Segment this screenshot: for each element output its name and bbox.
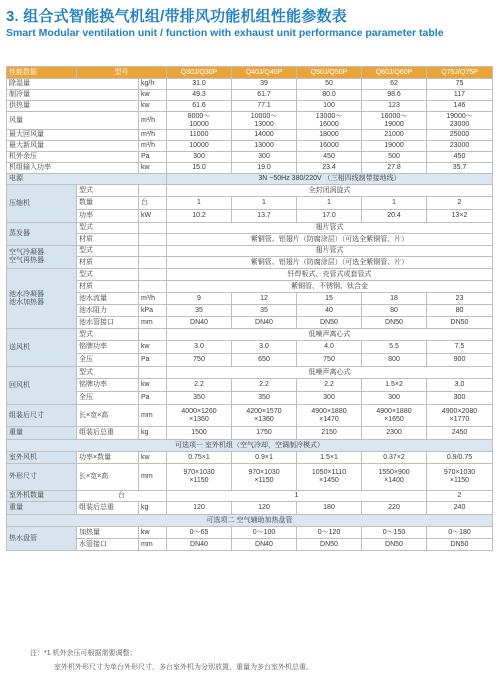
table-cell: kw: [139, 452, 167, 464]
table-row: [7, 515, 493, 527]
table-cell: 铭牌功率: [77, 341, 139, 354]
group-label: 回风机: [7, 367, 77, 405]
table-cell: 100: [297, 101, 362, 112]
table-cell: 970×1030 ×1150: [427, 464, 493, 491]
table-cell: 翅片管式: [167, 223, 493, 234]
table-cell: 2150: [297, 427, 362, 440]
row-unit: m³/h: [139, 141, 167, 152]
table-cell: [139, 246, 167, 257]
table-cell: 重量: [7, 502, 77, 515]
table-row: [7, 185, 493, 197]
table-row: [7, 341, 493, 354]
row-label: 最大新风量: [7, 141, 139, 152]
header-param: 性能数据: [7, 67, 77, 79]
table-cell: kw: [139, 527, 167, 539]
table-cell: 13000～ 16000: [297, 112, 362, 130]
table-cell: 1: [362, 197, 427, 210]
performance-parameter-table: [6, 66, 493, 551]
table-cell: 5.5: [362, 341, 427, 354]
table-cell: 0.9/0.75: [427, 452, 493, 464]
table-cell: DN50: [427, 539, 493, 551]
table-cell: 7.5: [427, 341, 493, 354]
table-cell: kPa: [139, 305, 167, 317]
table-cell: [139, 367, 167, 379]
row-label: 除湿量: [7, 79, 139, 90]
table-cell: 型式: [77, 329, 139, 341]
table-cell: kg: [139, 502, 167, 515]
table-cell: 21000: [362, 130, 427, 141]
row-label: 制冷量: [7, 90, 139, 101]
table-cell: 146: [427, 101, 493, 112]
table-cell: 4.0: [297, 341, 362, 354]
header-model-col: Q40J/Q40P: [232, 67, 297, 79]
row-label: 供热量: [7, 101, 139, 112]
table-row: [7, 527, 493, 539]
table-cell: 池水流量: [77, 293, 139, 305]
row-unit: Pa: [139, 152, 167, 163]
table-cell: DN50: [297, 539, 362, 551]
table-cell: 16000～ 19000: [362, 112, 427, 130]
table-cell: 室外风机: [7, 452, 77, 464]
table-cell: 0.37×2: [362, 452, 427, 464]
table-cell: mm: [139, 317, 167, 329]
table-cell: 翅片管式: [167, 246, 493, 257]
table-cell: 1.5×1: [297, 452, 362, 464]
table-row: [7, 163, 493, 174]
table-cell: 台: [77, 491, 167, 502]
table-cell: 80.0: [297, 90, 362, 101]
table-row: [7, 440, 493, 452]
table-cell: 全封闭涡旋式: [167, 185, 493, 197]
table-row: [7, 234, 493, 246]
table-row: [7, 329, 493, 341]
page-subtitle: Smart Modular ventilation unit / function with exhaust unit performance parameter table: [6, 27, 444, 39]
table-row: [7, 246, 493, 257]
section-title: 可选项一 室外机组（空气冷却，空调制冷模式）: [7, 440, 493, 452]
power-value: 3N ~50Hz 380/220V （三相四线制带接地线）: [167, 174, 493, 185]
table-cell: 池水阻力: [77, 305, 139, 317]
table-cell: 3.0: [232, 341, 297, 354]
row-label: 风量: [7, 112, 139, 130]
table-cell: 2.2: [167, 379, 232, 392]
table-cell: 型式: [77, 185, 139, 197]
table-cell: 8000～ 10000: [167, 112, 232, 130]
table-cell: kw: [139, 341, 167, 354]
table-cell: DN50: [297, 317, 362, 329]
table-cell: 180: [297, 502, 362, 515]
table-cell: 77.1: [232, 101, 297, 112]
table-cell: 49.3: [167, 90, 232, 101]
table-cell: DN40: [232, 539, 297, 551]
table-cell: DN40: [167, 317, 232, 329]
table-cell: 池水管接口: [77, 317, 139, 329]
table-cell: kW: [139, 210, 167, 223]
table-cell: [139, 329, 167, 341]
table-cell: 型式: [77, 246, 139, 257]
table-row: [7, 67, 493, 79]
table-cell: 13×2: [427, 210, 493, 223]
table-cell: 0～120: [297, 527, 362, 539]
table-cell: 13.7: [232, 210, 297, 223]
table-cell: 220: [362, 502, 427, 515]
table-cell: 15: [297, 293, 362, 305]
table-cell: Pa: [139, 354, 167, 367]
table-row: [7, 130, 493, 141]
table-cell: [139, 185, 167, 197]
table-cell: 61.6: [167, 101, 232, 112]
table-cell: 长×宽×高: [77, 405, 139, 427]
table-cell: 0～100: [232, 527, 297, 539]
group-label: 热水盘管: [7, 527, 77, 551]
table-cell: 1750: [232, 427, 297, 440]
table-cell: 10000: [167, 141, 232, 152]
table-cell: 23: [427, 293, 493, 305]
table-cell: 2.2: [297, 379, 362, 392]
table-cell: 80: [427, 305, 493, 317]
table-cell: 组装后尺寸: [7, 405, 77, 427]
table-cell: 台: [139, 197, 167, 210]
table-cell: 750: [297, 354, 362, 367]
row-label: 最大回风量: [7, 130, 139, 141]
group-label: 空气冷凝器 空气再热器: [7, 246, 77, 269]
table-cell: [139, 281, 167, 293]
table-cell: 2: [427, 491, 493, 502]
table-row: [7, 392, 493, 405]
table-cell: 4900×2080 ×1770: [427, 405, 493, 427]
row-unit: m³/h: [139, 112, 167, 130]
table-cell: 13000: [232, 141, 297, 152]
table-cell: [139, 223, 167, 234]
table-cell: 1: [167, 197, 232, 210]
table-cell: 19000: [362, 141, 427, 152]
table-cell: 材质: [77, 281, 139, 293]
table-cell: 75: [427, 79, 493, 90]
table-cell: 14000: [232, 130, 297, 141]
row-label: 机组输入功率: [7, 163, 139, 174]
table-cell: 全压: [77, 392, 139, 405]
table-cell: 35: [232, 305, 297, 317]
table-cell: 4000×1260 ×1360: [167, 405, 232, 427]
note-line-2: 室外机外形尺寸为单台外形尺寸，多台室外机为分别放置，重量为多台室外机总重。: [54, 664, 313, 671]
table-cell: m³/h: [139, 293, 167, 305]
table-cell: 钎焊板式、壳管式或套管式: [167, 269, 493, 281]
table-cell: 紫铜管、铝翅片（防腐涂层）（可选全紫铜管、片）: [167, 234, 493, 246]
group-label: 压缩机: [7, 185, 77, 223]
table-cell: 98.6: [362, 90, 427, 101]
section-title: 可选项二 空气辅助加热盘管: [7, 515, 493, 527]
header-model-col: Q75J/Q75P: [427, 67, 493, 79]
table-row: [7, 112, 493, 130]
table-cell: 300: [232, 152, 297, 163]
table-cell: 17.0: [297, 210, 362, 223]
table-row: [7, 452, 493, 464]
table-row: [7, 174, 493, 185]
table-row: [7, 152, 493, 163]
row-unit: kw: [139, 101, 167, 112]
group-label: 送风机: [7, 329, 77, 367]
table-cell: 0～65: [167, 527, 232, 539]
table-cell: [139, 234, 167, 246]
table-cell: 970×1030 ×1150: [232, 464, 297, 491]
table-cell: 10000～ 13000: [232, 112, 297, 130]
table-row: [7, 223, 493, 234]
table-row: [7, 317, 493, 329]
table-cell: [139, 269, 167, 281]
table-cell: 4900×1880 ×1470: [297, 405, 362, 427]
table-cell: 1.5×2: [362, 379, 427, 392]
table-cell: DN50: [362, 317, 427, 329]
table-cell: 18: [362, 293, 427, 305]
table-cell: 2: [427, 197, 493, 210]
table-cell: 低噪声离心式: [167, 367, 493, 379]
table-cell: 350: [167, 392, 232, 405]
table-cell: 3.0: [167, 341, 232, 354]
table-cell: 2450: [427, 427, 493, 440]
table-cell: 0.9×1: [232, 452, 297, 464]
table-cell: 1: [232, 197, 297, 210]
table-cell: 23000: [427, 141, 493, 152]
header-model: 型号: [77, 67, 167, 79]
table-cell: 15.0: [167, 163, 232, 174]
table-row: [7, 405, 493, 427]
row-unit: kw: [139, 90, 167, 101]
table-cell: 650: [232, 354, 297, 367]
table-cell: Pa: [139, 392, 167, 405]
table-cell: 300: [167, 152, 232, 163]
table-cell: 材质: [77, 257, 139, 269]
table-cell: 重量: [7, 427, 77, 440]
table-row: [7, 427, 493, 440]
table-cell: 4200×1570 ×1360: [232, 405, 297, 427]
table-cell: mm: [139, 464, 167, 491]
table-cell: 39: [232, 79, 297, 90]
table-cell: 2.2: [232, 379, 297, 392]
table-row: [7, 293, 493, 305]
table-cell: 室外机数量: [7, 491, 77, 502]
table-cell: 3.0: [427, 379, 493, 392]
table-cell: 900: [427, 354, 493, 367]
table-cell: 20.4: [362, 210, 427, 223]
header-model-col: Q60J/Q60P: [362, 67, 427, 79]
table-cell: 61.7: [232, 90, 297, 101]
table-cell: 数量: [77, 197, 139, 210]
note-line-1: 注：*1 机外余压可根据需要调整；: [30, 650, 137, 657]
page-title: 3. 组合式智能换气机组/带排风功能机组性能参数表: [6, 8, 347, 25]
table-cell: 970×1030 ×1150: [167, 464, 232, 491]
table-cell: 35: [167, 305, 232, 317]
table-cell: 117: [427, 90, 493, 101]
table-cell: 4900×1880 ×1650: [362, 405, 427, 427]
table-cell: 62: [362, 79, 427, 90]
table-row: [7, 101, 493, 112]
table-cell: 31.0: [167, 79, 232, 90]
table-cell: 材质: [77, 234, 139, 246]
table-cell: 23.4: [297, 163, 362, 174]
table-cell: 型式: [77, 367, 139, 379]
table-cell: 组装后总重: [77, 502, 139, 515]
table-row: [7, 491, 493, 502]
group-label: 池水冷凝器 池水加热器: [7, 269, 77, 329]
table-row: [7, 539, 493, 551]
table-row: [7, 354, 493, 367]
table-row: [7, 79, 493, 90]
header-model-col: Q50J/Q50P: [297, 67, 362, 79]
table-row: [7, 90, 493, 101]
table-cell: 50: [297, 79, 362, 90]
table-cell: 18000: [297, 130, 362, 141]
table-cell: 450: [427, 152, 493, 163]
row-label: 电源: [7, 174, 167, 185]
table-cell: kg: [139, 427, 167, 440]
table-row: [7, 141, 493, 152]
table-row: [7, 502, 493, 515]
table-cell: 1550×900 ×1400: [362, 464, 427, 491]
table-cell: 27.8: [362, 163, 427, 174]
table-cell: 800: [362, 354, 427, 367]
table-cell: 300: [427, 392, 493, 405]
table-cell: 2300: [362, 427, 427, 440]
table-cell: [139, 257, 167, 269]
row-label: 机外余压: [7, 152, 139, 163]
table-cell: 功率: [77, 210, 139, 223]
table-cell: 500: [362, 152, 427, 163]
table-row: [7, 379, 493, 392]
row-unit: m³/h: [139, 130, 167, 141]
table-cell: 低噪声离心式: [167, 329, 493, 341]
table-cell: DN40: [167, 539, 232, 551]
table-cell: 1050×1110 ×1450: [297, 464, 362, 491]
table-cell: 11000: [167, 130, 232, 141]
table-cell: 35.7: [427, 163, 493, 174]
table-cell: 300: [297, 392, 362, 405]
table-cell: 12: [232, 293, 297, 305]
table-cell: 750: [167, 354, 232, 367]
table-cell: 19.0: [232, 163, 297, 174]
table-cell: kw: [139, 379, 167, 392]
table-cell: 123: [362, 101, 427, 112]
table-cell: 300: [362, 392, 427, 405]
table-cell: 1: [167, 491, 427, 502]
table-cell: DN50: [362, 539, 427, 551]
table-cell: 40: [297, 305, 362, 317]
table-cell: mm: [139, 405, 167, 427]
table-cell: DN40: [232, 317, 297, 329]
table-cell: 紫铜管、铝翅片（防腐涂层）（可选全紫铜管、片）: [167, 257, 493, 269]
table-cell: 19000～ 23000: [427, 112, 493, 130]
table-cell: 加热量: [77, 527, 139, 539]
table-row: [7, 305, 493, 317]
table-cell: 10.2: [167, 210, 232, 223]
table-cell: 350: [232, 392, 297, 405]
row-unit: kw: [139, 163, 167, 174]
table-cell: 120: [167, 502, 232, 515]
header-model-col: Q30J/Q30P: [167, 67, 232, 79]
table-cell: 0～150: [362, 527, 427, 539]
table-cell: 外形尺寸: [7, 464, 77, 491]
table-row: [7, 197, 493, 210]
table-cell: 120: [232, 502, 297, 515]
table-cell: DN50: [427, 317, 493, 329]
table-cell: 型式: [77, 269, 139, 281]
table-cell: 铭牌功率: [77, 379, 139, 392]
table-cell: 全压: [77, 354, 139, 367]
table-cell: 1: [297, 197, 362, 210]
table-cell: 240: [427, 502, 493, 515]
table-cell: 1500: [167, 427, 232, 440]
group-label: 蒸发器: [7, 223, 77, 246]
table-cell: 组装后总重: [77, 427, 139, 440]
table-cell: 9: [167, 293, 232, 305]
table-cell: 0.75×1: [167, 452, 232, 464]
table-cell: 型式: [77, 223, 139, 234]
table-row: [7, 210, 493, 223]
table-cell: 长×宽×高: [77, 464, 139, 491]
table-cell: mm: [139, 539, 167, 551]
table-row: [7, 257, 493, 269]
table-row: [7, 464, 493, 491]
table-row: [7, 367, 493, 379]
row-unit: kg/h: [139, 79, 167, 90]
table-row: [7, 269, 493, 281]
table-cell: 25000: [427, 130, 493, 141]
table-cell: 0～180: [427, 527, 493, 539]
table-cell: 紫铜管、不锈钢、钛合金: [167, 281, 493, 293]
table-row: [7, 281, 493, 293]
table-cell: 功率×数量: [77, 452, 139, 464]
table-cell: 80: [362, 305, 427, 317]
table-cell: 450: [297, 152, 362, 163]
table-cell: 水管接口: [77, 539, 139, 551]
table-cell: 16000: [297, 141, 362, 152]
